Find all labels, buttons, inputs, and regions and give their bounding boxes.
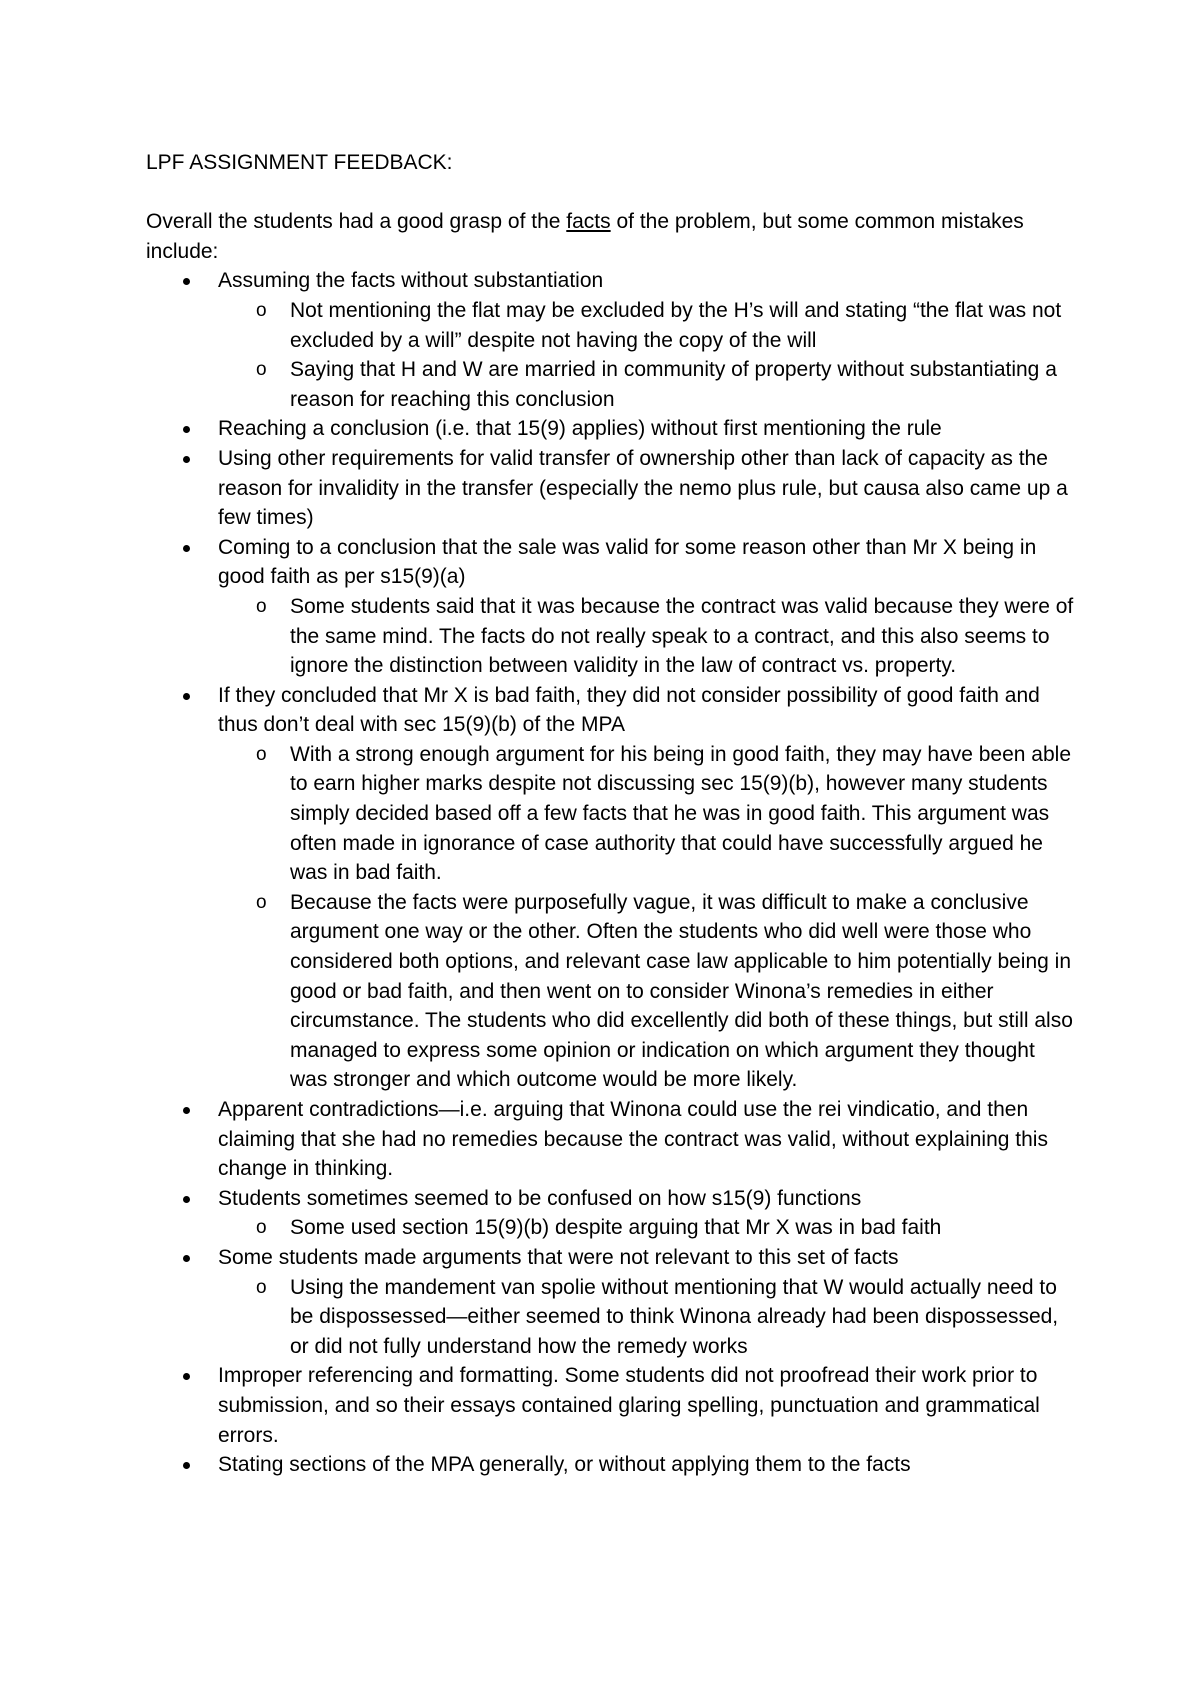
feedback-subitem: [218, 740, 1076, 888]
feedback-subitem-text: Saying that H and W are married in community of property without substantiating a reason for reaching this conclusion: [290, 358, 1057, 411]
bullet-icon: [183, 693, 190, 700]
sub-bullet-icon: o: [256, 595, 267, 617]
intro-underlined-word: facts: [566, 210, 611, 234]
sub-bullet-icon: o: [256, 743, 267, 765]
document-body: [146, 148, 1076, 1480]
feedback-item: [146, 414, 1076, 444]
feedback-subitem: [218, 888, 1076, 1095]
feedback-item: [146, 1184, 1076, 1243]
feedback-item: [146, 681, 1076, 1095]
bullet-icon: [183, 426, 190, 433]
feedback-item-text: Using other requirements for valid transfer of ownership other than lack of capacity as the reason for invalidity in the transfer (especially the nemo plus rule, but causa also came up a few times): [218, 446, 1068, 530]
feedback-item: [146, 1450, 1076, 1480]
intro-text-start: Overall the students had a good grasp of the: [146, 210, 567, 234]
feedback-sublist: [218, 1213, 1076, 1243]
feedback-item-text: Coming to a conclusion that the sale was valid for some reason other than Mr X being in good faith as per s15(9)(a): [218, 535, 1037, 589]
sub-bullet-icon: o: [256, 1276, 267, 1298]
feedback-list: [146, 266, 1076, 1479]
feedback-sublist: [218, 296, 1076, 414]
feedback-sublist: [218, 592, 1076, 681]
sub-bullet-icon: o: [256, 1217, 267, 1239]
feedback-subitem-text: With a strong enough argument for his being in good faith, they may have been able to earn higher marks despite not discussing sec 15(9)(b), however many students simply decided based off a few facts that he was in good faith. This argument was often made in ignorance of case authority that could have successfully argued he was in bad faith.: [290, 742, 1071, 885]
bullet-icon: [183, 1107, 190, 1114]
feedback-subitem: [218, 355, 1076, 414]
feedback-sublist: [218, 1273, 1076, 1362]
feedback-subitem-text: Not mentioning the flat may be excluded by the H’s will and stating “the flat was not excluded by a will” despite not having the copy of the will: [290, 298, 1062, 352]
feedback-item: [146, 1095, 1076, 1184]
feedback-subitem-text: Using the mandement van spolie without mentioning that W would actually need to be dispossessed—either seemed to think Winona already had been dispossessed, or did not fully understand how the remedy works: [290, 1275, 1059, 1358]
intro-text-end: of the problem, but some common mistakes include:: [146, 210, 1024, 263]
feedback-item: [146, 444, 1076, 533]
feedback-subitem: [218, 1273, 1076, 1362]
feedback-item-text: Apparent contradictions—i.e. arguing that Winona could use the rei vindicatio, and then claiming that she had no remedies because the contract was valid, without explaining this change in thinking.: [218, 1098, 1048, 1181]
sub-bullet-icon: o: [256, 359, 267, 381]
sub-bullet-icon: o: [256, 299, 267, 321]
feedback-item: [146, 533, 1076, 681]
feedback-subitem: [218, 1213, 1076, 1243]
feedback-item-text: Reaching a conclusion (i.e. that 15(9) applies) without first mentioning the rule: [218, 417, 942, 441]
document-heading: LPF ASSIGNMENT FEEDBACK:: [146, 151, 453, 174]
bullet-icon: [183, 278, 190, 285]
bullet-icon: [183, 456, 190, 463]
feedback-subitem-text: Because the facts were purposefully vague, it was difficult to make a conclusive argument one way or the other. Often the students who did well were those who considered both options, and relevant case law applicable to him potentially being in good or bad faith, and then went on to consider Winona’s remedies in either circumstance. The students who did excellently did both of these things, but still also managed to express some opinion or indication on which argument they thought was stronger and which outcome would be more likely.: [290, 890, 1073, 1092]
feedback-sublist: [218, 740, 1076, 1095]
feedback-subitem: [218, 296, 1076, 355]
sub-bullet-icon: o: [256, 891, 267, 913]
feedback-item-text: Some students made arguments that were not relevant to this set of facts: [218, 1245, 899, 1269]
feedback-subitem: [218, 592, 1076, 681]
feedback-item-text: If they concluded that Mr X is bad faith, they did not consider possibility of good faith and thus don’t deal with sec 15(9)(b) of the MPA: [218, 683, 1040, 737]
bullet-icon: [183, 1373, 190, 1380]
feedback-subitem-text: Some used section 15(9)(b) despite arguing that Mr X was in bad faith: [290, 1216, 942, 1240]
bullet-icon: [183, 1196, 190, 1203]
feedback-item: [146, 1361, 1076, 1450]
feedback-item: [146, 266, 1076, 414]
bullet-icon: [183, 1255, 190, 1262]
feedback-item-text: Improper referencing and formatting. Some students did not proofread their work prior to submission, and so their essays contained glaring spelling, punctuation and grammatical errors.: [218, 1364, 1040, 1447]
intro-paragraph: [146, 207, 1076, 266]
feedback-item-text: Assuming the facts without substantiation: [218, 269, 604, 293]
feedback-item-text: Students sometimes seemed to be confused on how s15(9) functions: [218, 1186, 862, 1210]
feedback-item: [146, 1243, 1076, 1361]
bullet-icon: [183, 545, 190, 552]
feedback-subitem-text: Some students said that it was because the contract was valid because they were of the same mind. The facts do not really speak to a contract, and this also seems to ignore the distinction between validity in the law of contract vs. property.: [290, 594, 1074, 678]
bullet-icon: [183, 1462, 190, 1469]
feedback-item-text: Stating sections of the MPA generally, or without applying them to the facts: [218, 1453, 911, 1477]
